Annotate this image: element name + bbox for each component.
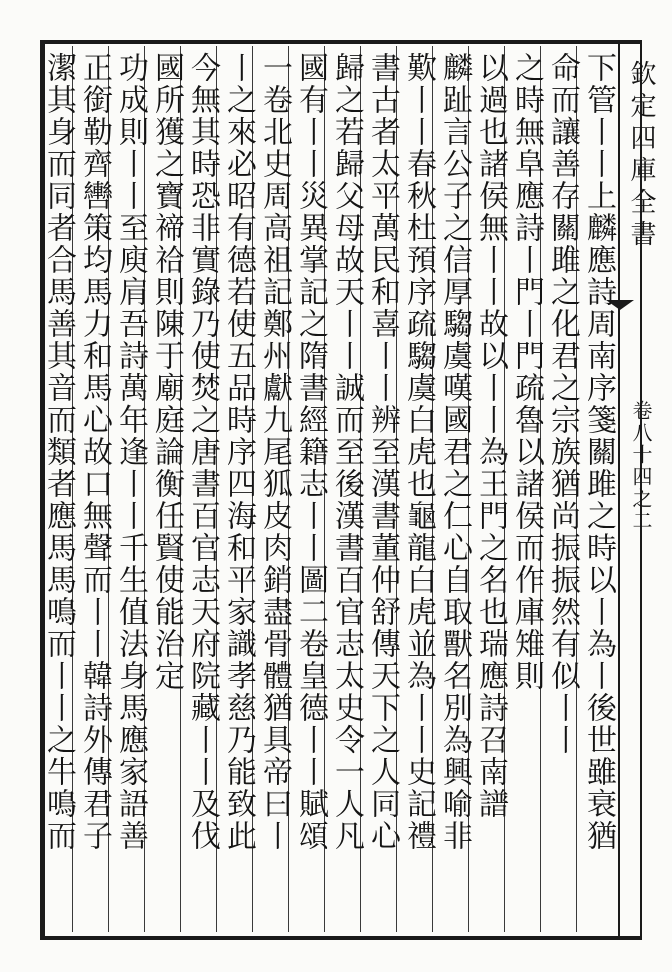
- text-column: 今無其時恐非實錄乃使焚之唐書百官志天府院藏丨丨及伐: [185, 52, 220, 852]
- text-column: 正銜勒齊轡策均馬力和馬心故口無聲而丨丨韓詩外傳君子: [77, 52, 112, 852]
- text-column: 功成則丨丨至庾肩吾詩萬年逢丨丨千生值法身馬應家語善: [113, 52, 148, 852]
- text-column: 國所獲之寶禘祫則陳于廟庭論衡任賢使能治定: [149, 52, 184, 692]
- text-column: 書古者太平萬民和喜丨丨辨至漢書董仲舒傳天下之人同心: [365, 52, 400, 852]
- text-column: 潔其身而同者合馬善其音而類者應馬馬鳴而丨丨之牛鳴而: [41, 52, 76, 852]
- text-column: 歎丨丨春秋杜預序疏騶虞白虎也龜龍白虎並為丨丨史記禮: [401, 52, 436, 852]
- text-column: 一卷北史周高祖記鄭州獻九尾狐皮肉銷盡骨體猶具帝曰丨: [257, 52, 292, 852]
- text-column: 命而讓善存關雎之化君之宗族猶尚振振然有似丨丨: [545, 52, 580, 756]
- text-column: 下管丨丨上麟應詩周南序箋關雎之時以丨為丨後世雖衰猶: [581, 52, 616, 852]
- volume-label: 卷八十四之二: [629, 400, 653, 532]
- text-column: 之時無阜應詩丨門丨門疏魯以諸侯而作庫雉則: [509, 52, 544, 692]
- text-column: 以過也諸侯無丨丨故以丨丨為王門之名也瑞應詩召南譜: [473, 52, 508, 820]
- text-column: 麟趾言公子之信厚騶虞嘆國君之仁心自取獸名別為興喻非: [437, 52, 472, 852]
- book-title: 欽定四庫全書: [626, 60, 656, 252]
- text-column: 丨之來必昭有德若使五品時序四海和平家識孝慈乃能致此: [221, 52, 256, 852]
- text-column: 國有丨丨災異掌記之隋書經籍志丨丨圖二卷皇德丨丨賦頌: [293, 52, 328, 852]
- text-column: 歸之若歸父母故天丨丨誠而至後漢書百官志太史令一人凡: [329, 52, 364, 852]
